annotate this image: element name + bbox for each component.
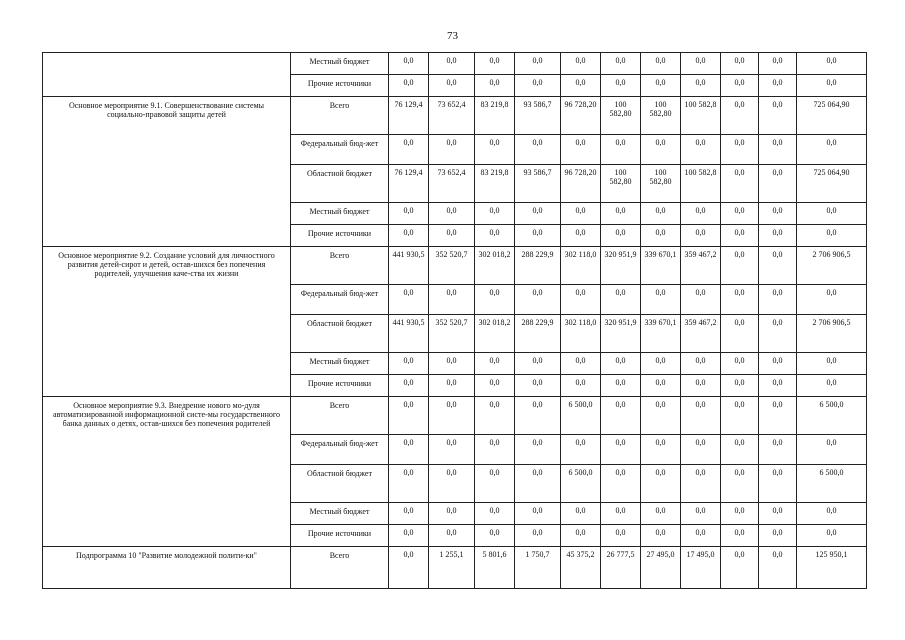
value-cell: 0,0: [561, 203, 601, 225]
value-cell: 320 951,9: [601, 247, 641, 285]
value-cell: 83 219,8: [475, 165, 515, 203]
value-cell: 0,0: [475, 75, 515, 97]
value-cell: 0,0: [601, 225, 641, 247]
value-cell: 0,0: [759, 285, 797, 315]
value-cell: 0,0: [515, 203, 561, 225]
funding-source-cell: Всего: [291, 547, 389, 589]
total-value-cell: 0,0: [797, 75, 867, 97]
value-cell: 27 495,0: [641, 547, 681, 589]
value-cell: 0,0: [681, 203, 721, 225]
total-value-cell: 6 500,0: [797, 465, 867, 503]
table-row: [43, 397, 867, 435]
value-cell: 0,0: [601, 503, 641, 525]
value-cell: 0,0: [389, 75, 429, 97]
funding-source-cell: Прочие источники: [291, 75, 389, 97]
total-value-cell: 725 064,90: [797, 165, 867, 203]
value-cell: 0,0: [681, 465, 721, 503]
value-cell: 0,0: [681, 285, 721, 315]
value-cell: 0,0: [641, 135, 681, 165]
value-cell: 0,0: [681, 435, 721, 465]
value-cell: 0,0: [641, 353, 681, 375]
value-cell: 0,0: [721, 247, 759, 285]
value-cell: 0,0: [515, 465, 561, 503]
value-cell: 73 652,4: [429, 165, 475, 203]
value-cell: 0,0: [721, 75, 759, 97]
value-cell: 83 219,8: [475, 97, 515, 135]
value-cell: 0,0: [759, 165, 797, 203]
value-cell: 0,0: [601, 375, 641, 397]
value-cell: 0,0: [515, 375, 561, 397]
value-cell: 0,0: [429, 465, 475, 503]
value-cell: 100 582,80: [641, 97, 681, 135]
value-cell: 0,0: [561, 353, 601, 375]
value-cell: 288 229,9: [515, 315, 561, 353]
value-cell: 100 582,8: [681, 165, 721, 203]
value-cell: 100 582,80: [601, 97, 641, 135]
value-cell: 0,0: [515, 53, 561, 75]
activity-name-cell: [43, 53, 291, 97]
value-cell: 26 777,5: [601, 547, 641, 589]
value-cell: 0,0: [389, 503, 429, 525]
table-row: [43, 97, 867, 135]
value-cell: 0,0: [515, 135, 561, 165]
value-cell: 0,0: [475, 525, 515, 547]
value-cell: 0,0: [721, 285, 759, 315]
value-cell: 0,0: [475, 203, 515, 225]
funding-source-cell: Всего: [291, 397, 389, 435]
value-cell: 0,0: [601, 435, 641, 465]
value-cell: 0,0: [601, 525, 641, 547]
activity-name-cell: Основное мероприятие 9.1. Совершенствование системы социально-правовой защиты детей: [43, 97, 291, 247]
value-cell: 0,0: [681, 135, 721, 165]
value-cell: 0,0: [681, 397, 721, 435]
value-cell: 0,0: [759, 375, 797, 397]
value-cell: 0,0: [721, 503, 759, 525]
value-cell: 96 728,20: [561, 165, 601, 203]
value-cell: 0,0: [475, 53, 515, 75]
value-cell: 0,0: [561, 225, 601, 247]
total-value-cell: 0,0: [797, 225, 867, 247]
value-cell: 0,0: [389, 435, 429, 465]
value-cell: 339 670,1: [641, 315, 681, 353]
funding-source-cell: Прочие источники: [291, 525, 389, 547]
value-cell: 0,0: [601, 285, 641, 315]
value-cell: 0,0: [759, 135, 797, 165]
value-cell: 0,0: [759, 547, 797, 589]
value-cell: 0,0: [641, 503, 681, 525]
funding-source-cell: Прочие источники: [291, 225, 389, 247]
total-value-cell: 725 064,90: [797, 97, 867, 135]
value-cell: 302 018,2: [475, 315, 515, 353]
table-row: [43, 547, 867, 589]
value-cell: 0,0: [475, 225, 515, 247]
value-cell: 0,0: [721, 135, 759, 165]
value-cell: 0,0: [721, 165, 759, 203]
value-cell: 0,0: [721, 315, 759, 353]
value-cell: 6 500,0: [561, 397, 601, 435]
value-cell: 76 129,4: [389, 97, 429, 135]
value-cell: 0,0: [515, 353, 561, 375]
value-cell: 0,0: [681, 53, 721, 75]
funding-source-cell: Прочие источники: [291, 375, 389, 397]
table-row: [43, 247, 867, 285]
total-value-cell: 0,0: [797, 53, 867, 75]
value-cell: 0,0: [681, 503, 721, 525]
value-cell: 0,0: [429, 225, 475, 247]
total-value-cell: 0,0: [797, 203, 867, 225]
value-cell: 0,0: [721, 435, 759, 465]
value-cell: 359 467,2: [681, 315, 721, 353]
value-cell: 93 586,7: [515, 97, 561, 135]
value-cell: 0,0: [389, 547, 429, 589]
value-cell: 0,0: [561, 435, 601, 465]
value-cell: 441 930,5: [389, 315, 429, 353]
value-cell: 0,0: [389, 53, 429, 75]
value-cell: 0,0: [601, 135, 641, 165]
value-cell: 0,0: [721, 397, 759, 435]
value-cell: 0,0: [429, 353, 475, 375]
value-cell: 441 930,5: [389, 247, 429, 285]
value-cell: 0,0: [759, 397, 797, 435]
value-cell: 0,0: [515, 397, 561, 435]
funding-source-cell: Местный бюджет: [291, 503, 389, 525]
value-cell: 0,0: [721, 225, 759, 247]
value-cell: 359 467,2: [681, 247, 721, 285]
value-cell: 0,0: [515, 503, 561, 525]
value-cell: 0,0: [561, 285, 601, 315]
value-cell: 0,0: [429, 525, 475, 547]
value-cell: 0,0: [561, 525, 601, 547]
funding-source-cell: Всего: [291, 247, 389, 285]
value-cell: 0,0: [681, 525, 721, 547]
value-cell: 0,0: [561, 503, 601, 525]
value-cell: 0,0: [515, 285, 561, 315]
value-cell: 0,0: [759, 225, 797, 247]
value-cell: 339 670,1: [641, 247, 681, 285]
value-cell: 0,0: [759, 97, 797, 135]
value-cell: 0,0: [601, 353, 641, 375]
value-cell: 0,0: [721, 203, 759, 225]
value-cell: 0,0: [515, 435, 561, 465]
value-cell: 0,0: [601, 465, 641, 503]
value-cell: 0,0: [759, 465, 797, 503]
funding-source-cell: Областной бюджет: [291, 465, 389, 503]
value-cell: 0,0: [681, 75, 721, 97]
value-cell: 17 495,0: [681, 547, 721, 589]
value-cell: 0,0: [429, 503, 475, 525]
value-cell: 0,0: [759, 247, 797, 285]
value-cell: 352 520,7: [429, 315, 475, 353]
value-cell: 0,0: [601, 53, 641, 75]
value-cell: 1 750,7: [515, 547, 561, 589]
value-cell: 0,0: [389, 397, 429, 435]
value-cell: 0,0: [475, 465, 515, 503]
value-cell: 0,0: [601, 203, 641, 225]
funding-source-cell: Всего: [291, 97, 389, 135]
value-cell: 0,0: [759, 53, 797, 75]
value-cell: 0,0: [641, 203, 681, 225]
total-value-cell: 0,0: [797, 285, 867, 315]
value-cell: 0,0: [389, 285, 429, 315]
budget-table: [42, 52, 867, 589]
total-value-cell: 2 706 906,5: [797, 315, 867, 353]
value-cell: 0,0: [429, 75, 475, 97]
value-cell: 45 375,2: [561, 547, 601, 589]
value-cell: 1 255,1: [429, 547, 475, 589]
value-cell: 0,0: [389, 135, 429, 165]
table-row: [43, 53, 867, 75]
activity-name-cell: Основное мероприятие 9.3. Внедрение нового мо-дуля автоматизированной информационной систе-мы государственного банка данных о детях, остав-шихся без попечения родителей: [43, 397, 291, 547]
value-cell: 0,0: [759, 203, 797, 225]
value-cell: 0,0: [429, 397, 475, 435]
value-cell: 0,0: [759, 503, 797, 525]
funding-source-cell: Местный бюджет: [291, 53, 389, 75]
value-cell: 0,0: [389, 465, 429, 503]
value-cell: 0,0: [721, 53, 759, 75]
value-cell: 0,0: [681, 353, 721, 375]
value-cell: 100 582,80: [641, 165, 681, 203]
value-cell: 76 129,4: [389, 165, 429, 203]
value-cell: 0,0: [429, 135, 475, 165]
value-cell: 0,0: [429, 53, 475, 75]
total-value-cell: 0,0: [797, 353, 867, 375]
value-cell: 0,0: [475, 503, 515, 525]
table-body: [43, 53, 867, 589]
value-cell: 0,0: [721, 375, 759, 397]
value-cell: 0,0: [641, 465, 681, 503]
value-cell: 0,0: [561, 375, 601, 397]
value-cell: 73 652,4: [429, 97, 475, 135]
value-cell: 0,0: [721, 97, 759, 135]
value-cell: 0,0: [641, 397, 681, 435]
value-cell: 0,0: [561, 135, 601, 165]
total-value-cell: 0,0: [797, 435, 867, 465]
value-cell: 0,0: [641, 225, 681, 247]
value-cell: 0,0: [475, 375, 515, 397]
value-cell: 0,0: [475, 135, 515, 165]
value-cell: 0,0: [429, 375, 475, 397]
value-cell: 0,0: [721, 465, 759, 503]
value-cell: 0,0: [389, 375, 429, 397]
funding-source-cell: Федеральный бюд-жет: [291, 285, 389, 315]
value-cell: 0,0: [475, 353, 515, 375]
value-cell: 0,0: [429, 435, 475, 465]
value-cell: 302 118,0: [561, 315, 601, 353]
value-cell: 0,0: [681, 375, 721, 397]
value-cell: 0,0: [759, 525, 797, 547]
total-value-cell: 0,0: [797, 375, 867, 397]
value-cell: 0,0: [515, 525, 561, 547]
value-cell: 0,0: [641, 75, 681, 97]
funding-source-cell: Местный бюджет: [291, 353, 389, 375]
value-cell: 0,0: [475, 435, 515, 465]
funding-source-cell: Местный бюджет: [291, 203, 389, 225]
activity-name-cell: Подпрограмма 10 "Развитие молодежной полити-ки": [43, 547, 291, 589]
value-cell: 6 500,0: [561, 465, 601, 503]
value-cell: 0,0: [721, 547, 759, 589]
value-cell: 0,0: [641, 375, 681, 397]
value-cell: 0,0: [641, 285, 681, 315]
value-cell: 0,0: [721, 353, 759, 375]
total-value-cell: 125 950,1: [797, 547, 867, 589]
value-cell: 0,0: [641, 53, 681, 75]
value-cell: 0,0: [759, 75, 797, 97]
value-cell: 0,0: [601, 397, 641, 435]
value-cell: 0,0: [561, 53, 601, 75]
value-cell: 100 582,8: [681, 97, 721, 135]
value-cell: 0,0: [641, 435, 681, 465]
value-cell: 0,0: [515, 225, 561, 247]
funding-source-cell: Федеральный бюд-жет: [291, 435, 389, 465]
funding-source-cell: Федеральный бюд-жет: [291, 135, 389, 165]
value-cell: 5 801,6: [475, 547, 515, 589]
value-cell: 0,0: [429, 203, 475, 225]
value-cell: 0,0: [429, 285, 475, 315]
value-cell: 0,0: [759, 315, 797, 353]
value-cell: 0,0: [759, 353, 797, 375]
value-cell: 93 586,7: [515, 165, 561, 203]
value-cell: 0,0: [389, 353, 429, 375]
total-value-cell: 0,0: [797, 525, 867, 547]
total-value-cell: 0,0: [797, 135, 867, 165]
value-cell: 320 951,9: [601, 315, 641, 353]
funding-source-cell: Областной бюджет: [291, 165, 389, 203]
value-cell: 96 728,20: [561, 97, 601, 135]
funding-source-cell: Областной бюджет: [291, 315, 389, 353]
total-value-cell: 2 706 906,5: [797, 247, 867, 285]
value-cell: 352 520,7: [429, 247, 475, 285]
page-number: 73: [447, 30, 458, 42]
value-cell: 302 118,0: [561, 247, 601, 285]
value-cell: 0,0: [515, 75, 561, 97]
value-cell: 288 229,9: [515, 247, 561, 285]
value-cell: 302 018,2: [475, 247, 515, 285]
value-cell: 0,0: [681, 225, 721, 247]
value-cell: 0,0: [641, 525, 681, 547]
value-cell: 0,0: [561, 75, 601, 97]
total-value-cell: 6 500,0: [797, 397, 867, 435]
value-cell: 0,0: [475, 285, 515, 315]
value-cell: 0,0: [721, 525, 759, 547]
value-cell: 0,0: [389, 525, 429, 547]
value-cell: 0,0: [601, 75, 641, 97]
value-cell: 0,0: [759, 435, 797, 465]
value-cell: 0,0: [475, 397, 515, 435]
value-cell: 0,0: [389, 203, 429, 225]
total-value-cell: 0,0: [797, 503, 867, 525]
value-cell: 0,0: [389, 225, 429, 247]
activity-name-cell: Основное мероприятие 9.2. Создание условий для личностного развития детей-сирот и детей, остав-шихся без попечения родителей, улучшения каче-ства их жизни: [43, 247, 291, 397]
value-cell: 100 582,80: [601, 165, 641, 203]
